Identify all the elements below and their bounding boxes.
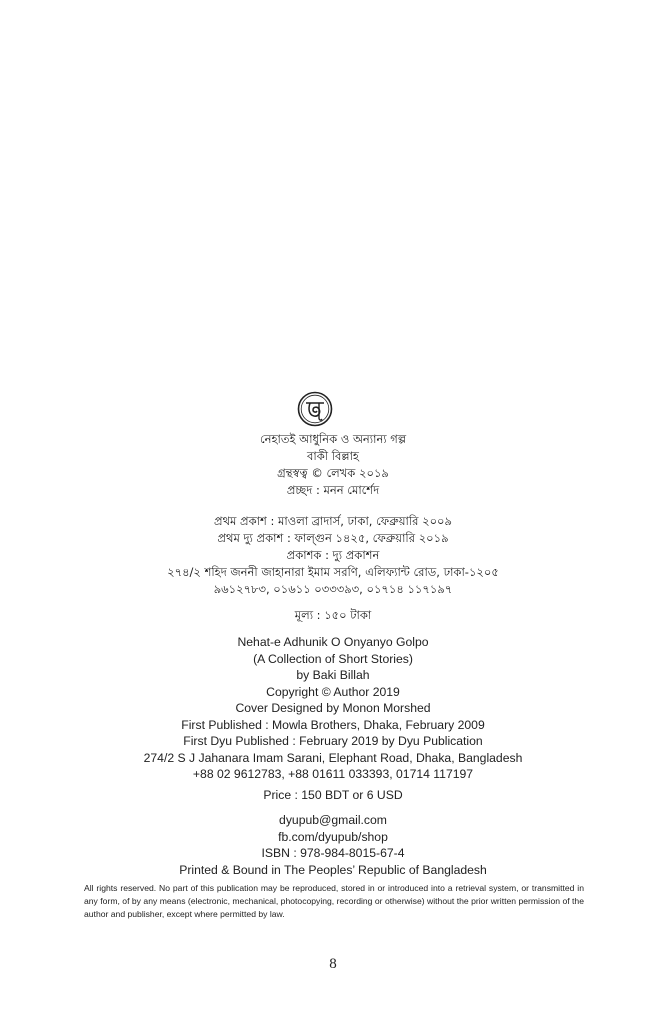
rights-notice: All rights reserved. No part of this publication may be reproduced, stored in or introduced into a retrieval system, or transmitted in any form, of by any means (electronic, mechanical, photocopying, recording or otherwise) without the prior written permission of the author and publisher, except where permitted by law. xyxy=(84,883,584,920)
english-info-block xyxy=(0,634,666,783)
bangla-publisher: প্রকাশক : দ্যু প্রকাশন xyxy=(286,548,380,562)
english-book-title: Nehat-e Adhunik O Onyanyo Golpo xyxy=(237,635,429,649)
email-address: dyupub@gmail.com xyxy=(279,813,387,827)
english-price-block xyxy=(0,787,666,804)
english-dyu-published: First Dyu Published : February 2019 by Dyu Publication xyxy=(183,734,483,748)
english-copyright: Copyright © Author 2019 xyxy=(266,684,400,699)
facebook-link: fb.com/dyupub/shop xyxy=(278,829,388,844)
bangla-book-title: নেহাতই আধুনিক ও অন্যান্য গল্প xyxy=(259,432,407,446)
bangla-title-block xyxy=(0,431,666,499)
english-address: 274/2 S J Jahanara Imam Sarani, Elephant Road, Dhaka, Bangladesh xyxy=(143,750,523,765)
bangla-first-published: প্রথম প্রকাশ : মাওলা ব্রাদার্স, ঢাকা, ফেব্রুয়ারি ২০০৯ xyxy=(213,514,452,528)
bangla-cover-credit: প্রচ্ছদ : মনন মোর্শেদ xyxy=(286,483,380,497)
english-first-published: First Published : Mowla Brothers, Dhaka, February 2009 xyxy=(181,717,485,732)
bangla-price-block xyxy=(0,607,666,624)
dyu-publication-logo-icon xyxy=(297,391,333,427)
bangla-phones: ৯৬১২৭৮৩, ০১৬১১ ০৩৩৩৯৩, ০১৭১৪ ১১৭১৯৭ xyxy=(213,582,453,596)
isbn: ISBN : 978-984-8015-67-4 xyxy=(261,846,405,860)
english-author: by Baki Billah xyxy=(296,668,370,682)
english-phones: +88 02 9612783, +88 01611 033393, 01714 117197 xyxy=(192,767,474,781)
english-cover-credit: Cover Designed by Monon Morshed xyxy=(235,701,431,715)
english-price: Price : 150 BDT or 6 USD xyxy=(263,788,403,802)
page-number: 8 xyxy=(329,956,337,972)
english-contact-block xyxy=(0,812,666,878)
bangla-author: বাকী বিল্লাহ xyxy=(307,449,359,463)
english-subtitle: (A Collection of Short Stories) xyxy=(253,651,413,666)
bangla-price: মূল্য : ১৫০ টাকা xyxy=(294,608,372,622)
bangla-publication-block xyxy=(0,513,666,598)
bangla-address: ২৭৪/২ শহিদ জননী জাহানারা ইমাম সরণি, এলিফ্যান্ট রোড, ঢাকা-১২০৫ xyxy=(167,565,499,579)
bangla-dyu-published: প্রথম দ্যু প্রকাশ : ফাল্গুন ১৪২৫, ফেব্রুয়ারি ২০১৯ xyxy=(217,531,449,545)
bangla-copyright: গ্রন্থস্বত্ব © লেখক ২০১৯ xyxy=(277,466,389,480)
printed-statement: Printed & Bound in The Peoples’ Republic of Bangladesh xyxy=(179,862,487,877)
